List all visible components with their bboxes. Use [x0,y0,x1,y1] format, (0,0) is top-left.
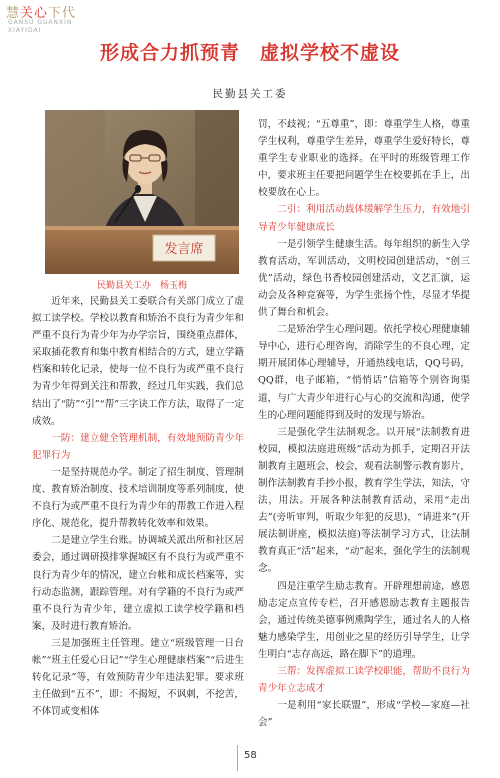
paragraph: 一是引领学生健康生活。每年组织的新生入学教育活动，军训活动，文明校园创建活动，“创三优”活动，绿色书香校园创建活动，文艺汇演，运动会及各种竞赛等，为学生张扬个性，尽显才华提供了舞台和机会。 [258,238,470,319]
page-divider [237,745,238,771]
article-title: 形成合力抓预青 虚拟学校不虚设 [99,42,400,64]
page-number: 58 [244,750,257,761]
left-column [32,293,244,720]
paragraph: 罚，不歧视；“五尊重”，即：尊重学生人格，尊重学生权利，尊重学生差异，尊重学生爱好特长，尊重学生专业职业的选择。在平时的班级管理工作中，要求班主任要把问题学生在校要抓在手上，出校要放在心上。 [258,119,470,199]
article-author: 民勤县关工委 [212,88,288,100]
section-heading: 三帮：发挥虚拟工读学校职能，帮助不良行为青少年立志成才 [258,666,470,695]
paragraph: 二是建立学生台账。协调城关派出所和社区居委会，通过调研摸排掌握城区有不良行为或严重不良行为青少年的情况，建立台帐和成长档案等，实行动态监测，跟踪管理。对有学籍的不良行为或严重不良行为青少年，建立虚拟工读学校学籍和档案，及时进行教育矫治。 [32,535,244,632]
paragraph: 近年来，民勤县关工委联合有关部门成立了虚拟工读学校。学校以教育和矫治不良行为青少年和严重不良行为青少年为办学宗旨，围绕重点群体，采取插花教育和集中教育相结合的方式，建立学籍档案和转化记录，使每一位不良行为或严重不良行为青少年得到关注和帮教，经过几年实践，我们总结出了“防”“引”“帮”三字诀工作方法，取得了一定成效。 [32,296,244,427]
paragraph: 一是坚持规范办学。制定了招生制度、管理制度、教育矫治制度、技术培训制度等系列制度，使不良行为或严重不良行为青少年的帮教工作进入程序化、规范化，提升帮教转化效率和效果。 [32,466,244,530]
paragraph: 三是加强班主任管理。建立“班级管理一日台帐”“班主任爱心日记”“学生心理健康档案”“后进生转化记录”等，有效预防青少年违法犯罪。要求班主任做到“五不”，即：不揭短，不讽刺，不挖苦，不体罚或变相体 [32,637,244,718]
paragraph: 三是强化学生法制观念。以开展“法制教育进校园，模拟法庭进班级”活动为抓手，定期召开法制教育主题班会，校会，观看法制警示教育影片，制作法制教育手抄小报，教育学生学法，知法，守法，用法。开展各种法制教育活动，采用“走出去”(旁听审判，听取少年犯的反思)，“请进来”(开展法制讲座，模拟法庭)等法制学习方式，让法制教育真正“活”起来，“动”起来，强化学生的法制观念。 [258,426,470,575]
section-heading: 二引：利用活动载体缓解学生压力，有效地引导青少年健康成长 [258,204,470,233]
paragraph: 四是注重学生励志教育。开辟理想前途，感恩励志定点宣传专栏，召开感恩励志教育主题报告会，通过传统美德事例熏陶学生，通过名人的人格魅力感染学生，用创业之星的经历引导学生，让学生明白“志存高远，路在脚下”的道理。 [258,580,470,660]
magazine-masthead [4,2,124,34]
paragraph: 一是利用“家长联盟”，形成“学校—家庭—社会” [258,700,470,729]
section-heading: 一防：建立健全管理机制，有效地预防青少年犯罪行为 [32,432,244,461]
masthead-english-line-1: GANSU GUANXIN [8,19,73,26]
masthead-english-line-2: XIAYIDAI [8,27,42,34]
photo-illustration [45,110,239,274]
masthead-logo: 慧关心下代 [6,6,77,21]
paragraph: 二是矫治学生心理问题。依托学校心理健康辅导中心，进行心理咨询，消除学生的不良心理，定期开展团体心理辅导，开通热线电话，QQ号码，QQ群，电子邮箱，“悄悄话”信箱等个别咨询渠道，与广大青少年进行心与心的交流和沟通，使学生的心理问题能得到及时的发现与矫治。 [258,324,470,421]
right-column [258,116,470,731]
photo-caption: 民勤县关工办 杨玉梅 [96,281,187,291]
speaker-photo [45,110,239,274]
placard-text: 发言席 [164,242,204,257]
